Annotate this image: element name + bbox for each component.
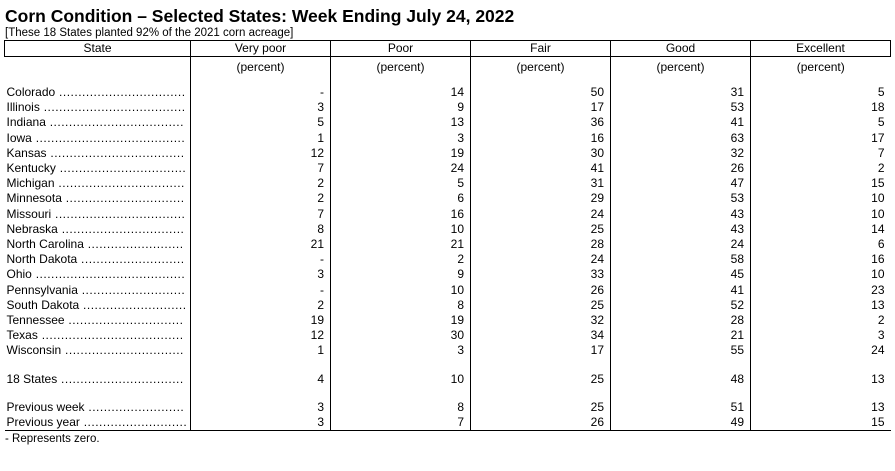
value-cell: 2	[331, 252, 471, 267]
value-cell: 19	[191, 313, 331, 328]
value-cell: 5	[751, 115, 891, 130]
table-row	[5, 207, 891, 222]
units-cell-blank	[5, 57, 191, 80]
table-row	[5, 131, 891, 146]
row-label	[5, 252, 191, 267]
value-cell: 9	[331, 267, 471, 282]
spacer-cell	[611, 359, 751, 372]
value-cell: 13	[331, 115, 471, 130]
value-cell: 23	[751, 283, 891, 298]
value-cell: 34	[471, 328, 611, 343]
row-label	[5, 161, 191, 176]
leader-dots: ...........................	[79, 297, 187, 312]
spacer-cell	[191, 387, 331, 400]
spacer-cell	[751, 387, 891, 400]
leader-dots: ...........................	[79, 415, 188, 430]
value-cell: 41	[611, 283, 751, 298]
row-label	[5, 191, 191, 206]
row-label	[5, 313, 191, 328]
value-cell: 43	[611, 207, 751, 222]
value-cell: 48	[611, 372, 751, 387]
value-cell: 24	[331, 161, 471, 176]
row-label-text: Nebraska	[6, 221, 58, 236]
value-cell: 24	[471, 252, 611, 267]
leader-dots: ...................................	[45, 115, 184, 130]
table-row	[5, 222, 891, 237]
leader-dots: ...................................	[46, 145, 185, 160]
value-cell: 3	[331, 131, 471, 146]
value-cell: 45	[611, 267, 751, 282]
value-cell: 19	[331, 313, 471, 328]
row-label-text: Ohio	[6, 267, 32, 282]
row-label-text: Iowa	[6, 130, 32, 145]
leader-dots: ...........................	[77, 252, 185, 267]
row-label-text: Kentucky	[6, 161, 56, 176]
row-label	[5, 207, 191, 222]
value-cell: 51	[611, 400, 751, 415]
value-cell: 63	[611, 131, 751, 146]
value-cell: 13	[751, 298, 891, 313]
value-cell: 7	[751, 146, 891, 161]
value-cell: 21	[611, 328, 751, 343]
value-cell: 28	[471, 237, 611, 252]
value-cell: 16	[331, 207, 471, 222]
value-cell: 26	[471, 415, 611, 431]
value-cell: 26	[471, 283, 611, 298]
row-label-text: South Dakota	[6, 297, 80, 312]
spacer-cell	[471, 387, 611, 400]
leader-dots: .......................................	[31, 267, 186, 282]
row-label	[5, 298, 191, 313]
spacer-row	[5, 387, 891, 400]
table-row	[5, 252, 891, 267]
spacer-cell	[751, 359, 891, 372]
row-label-text: Michigan	[6, 176, 55, 191]
spacer-cell	[471, 359, 611, 372]
row-label	[5, 146, 191, 161]
table-row	[5, 298, 891, 313]
report-page	[4, 6, 890, 445]
value-cell: 36	[471, 115, 611, 130]
leader-dots: .................................	[55, 85, 186, 99]
row-label-text: Indiana	[6, 115, 46, 130]
row-label	[5, 131, 191, 146]
value-cell: 7	[331, 415, 471, 431]
leader-dots: .....................................	[37, 328, 184, 343]
row-label-text: North Carolina	[6, 237, 84, 252]
table-row	[5, 313, 891, 328]
value-cell: -	[191, 85, 331, 100]
units-cell: (percent)	[751, 57, 891, 80]
value-cell: 43	[611, 222, 751, 237]
header-row	[5, 41, 891, 57]
leader-dots: .......................................	[31, 130, 186, 145]
row-label	[5, 237, 191, 252]
value-cell: 55	[611, 343, 751, 358]
row-label-text: 18 States	[6, 371, 58, 386]
table-row	[5, 100, 891, 115]
value-cell: 58	[611, 252, 751, 267]
table-row	[5, 161, 891, 176]
value-cell: 17	[751, 131, 891, 146]
column-header-state: State	[5, 41, 191, 57]
row-label	[5, 85, 191, 100]
value-cell: 53	[611, 100, 751, 115]
value-cell: -	[191, 283, 331, 298]
value-cell: 24	[751, 343, 891, 358]
value-cell: 25	[471, 298, 611, 313]
value-cell: 8	[331, 298, 471, 313]
table-body	[5, 57, 891, 431]
column-header-poor: Poor	[331, 41, 471, 57]
value-cell: 21	[191, 237, 331, 252]
value-cell: 2	[751, 161, 891, 176]
row-label	[5, 415, 191, 431]
table-row	[5, 146, 891, 161]
value-cell: 47	[611, 176, 751, 191]
value-cell: 9	[331, 100, 471, 115]
value-cell: 26	[611, 161, 751, 176]
column-header-very-poor: Very poor	[191, 41, 331, 57]
leader-dots: ..............................	[64, 313, 184, 328]
value-cell: 15	[751, 415, 891, 431]
value-cell: 18	[751, 100, 891, 115]
value-cell: 10	[331, 372, 471, 387]
spacer-cell	[5, 387, 191, 400]
value-cell: 29	[471, 191, 611, 206]
leader-dots: .........................	[84, 399, 185, 414]
value-cell: 7	[191, 207, 331, 222]
value-cell: 17	[471, 343, 611, 358]
value-cell: 5	[191, 115, 331, 130]
value-cell: 14	[751, 222, 891, 237]
value-cell: 2	[191, 298, 331, 313]
row-label	[5, 343, 191, 358]
value-cell: 1	[191, 343, 331, 358]
value-cell: 30	[471, 146, 611, 161]
value-cell: 10	[331, 283, 471, 298]
value-cell: 17	[471, 100, 611, 115]
row-label-text: Tennessee	[6, 313, 65, 328]
value-cell: 13	[751, 400, 891, 415]
spacer-cell	[5, 359, 191, 372]
leader-dots: ..................................	[51, 206, 186, 221]
row-label	[5, 372, 191, 387]
value-cell: 30	[331, 328, 471, 343]
value-cell: 52	[611, 298, 751, 313]
row-label-text: Wisconsin	[6, 343, 62, 358]
units-cell: (percent)	[471, 57, 611, 80]
value-cell: 5	[331, 176, 471, 191]
value-cell: 32	[471, 313, 611, 328]
value-cell: 53	[611, 191, 751, 206]
value-cell: 6	[331, 191, 471, 206]
table-row	[5, 115, 891, 130]
table-row	[5, 237, 891, 252]
value-cell: 41	[471, 161, 611, 176]
spacer-cell	[331, 387, 471, 400]
units-cell: (percent)	[611, 57, 751, 80]
value-cell: 24	[471, 207, 611, 222]
value-cell: 8	[331, 400, 471, 415]
value-cell: 3	[191, 100, 331, 115]
table-row	[5, 191, 891, 206]
leader-dots: ...............................	[61, 191, 185, 206]
value-cell: 3	[331, 343, 471, 358]
row-label-text: Missouri	[6, 206, 52, 221]
column-header-fair: Fair	[471, 41, 611, 57]
value-cell: 24	[611, 237, 751, 252]
value-cell: 32	[611, 146, 751, 161]
value-cell: 21	[331, 237, 471, 252]
row-label	[5, 222, 191, 237]
row-label-text: Previous year	[6, 415, 80, 430]
value-cell: 12	[191, 146, 331, 161]
value-cell: 16	[751, 252, 891, 267]
footnote: - Represents zero.	[5, 433, 100, 446]
report-title: Corn Condition – Selected States: Week Ending July 24, 2022	[5, 6, 515, 26]
value-cell: 3	[751, 328, 891, 343]
value-cell: 3	[191, 267, 331, 282]
value-cell: 25	[471, 222, 611, 237]
table-row	[5, 85, 891, 100]
spacer-cell	[191, 359, 331, 372]
value-cell: -	[191, 252, 331, 267]
units-cell: (percent)	[191, 57, 331, 80]
value-cell: 2	[191, 176, 331, 191]
value-cell: 15	[751, 176, 891, 191]
value-cell: 3	[191, 415, 331, 431]
value-cell: 6	[751, 237, 891, 252]
value-cell: 10	[331, 222, 471, 237]
row-label-text: Kansas	[6, 145, 47, 160]
row-label-text: Previous week	[6, 399, 85, 414]
value-cell: 14	[331, 85, 471, 100]
value-cell: 10	[751, 207, 891, 222]
value-cell: 5	[751, 85, 891, 100]
value-cell: 31	[471, 176, 611, 191]
leader-dots: .....................................	[39, 100, 186, 115]
value-cell: 2	[191, 191, 331, 206]
value-cell: 19	[331, 146, 471, 161]
value-cell: 50	[471, 85, 611, 100]
leader-dots: .........................	[83, 237, 184, 252]
value-cell: 41	[611, 115, 751, 130]
leader-dots: .................................	[54, 176, 185, 191]
value-cell: 12	[191, 328, 331, 343]
table-row	[5, 400, 891, 415]
units-row	[5, 57, 891, 80]
condition-table	[4, 40, 891, 431]
table-row	[5, 283, 891, 298]
row-label	[5, 283, 191, 298]
row-label-text: North Dakota	[6, 252, 78, 267]
row-label-text: Pennsylvania	[6, 282, 78, 297]
value-cell: 8	[191, 222, 331, 237]
leader-dots: ...........................	[77, 282, 186, 297]
row-label-text: Minnesota	[6, 191, 62, 206]
row-label-text: Illinois	[6, 100, 40, 115]
row-label	[5, 267, 191, 282]
spacer-cell	[611, 387, 751, 400]
table-row	[5, 372, 891, 387]
spacer-cell	[331, 359, 471, 372]
value-cell: 49	[611, 415, 751, 431]
row-label-text: Colorado	[6, 85, 56, 99]
row-label	[5, 328, 191, 343]
units-cell: (percent)	[331, 57, 471, 80]
table-row	[5, 267, 891, 282]
table-row	[5, 415, 891, 431]
column-header-excellent: Excellent	[751, 41, 891, 57]
row-label-text: Texas	[6, 328, 38, 343]
table-row	[5, 343, 891, 358]
value-cell: 31	[611, 85, 751, 100]
leader-dots: .................................	[55, 161, 187, 176]
value-cell: 33	[471, 267, 611, 282]
leader-dots: ................................	[57, 371, 184, 386]
table-row	[5, 176, 891, 191]
spacer-row	[5, 359, 891, 372]
value-cell: 10	[751, 267, 891, 282]
row-label	[5, 176, 191, 191]
report-subtitle: [These 18 States planted 92% of the 2021 corn acreage]	[5, 27, 294, 39]
value-cell: 10	[751, 191, 891, 206]
leader-dots: ...............................	[61, 343, 184, 358]
value-cell: 7	[191, 161, 331, 176]
column-header-good: Good	[611, 41, 751, 57]
row-label	[5, 100, 191, 115]
value-cell: 16	[471, 131, 611, 146]
value-cell: 4	[191, 372, 331, 387]
value-cell: 1	[191, 131, 331, 146]
value-cell: 3	[191, 400, 331, 415]
value-cell: 28	[611, 313, 751, 328]
value-cell: 13	[751, 372, 891, 387]
table-row	[5, 328, 891, 343]
row-label	[5, 400, 191, 415]
value-cell: 25	[471, 400, 611, 415]
value-cell: 25	[471, 372, 611, 387]
row-label	[5, 115, 191, 130]
value-cell: 2	[751, 313, 891, 328]
leader-dots: ................................	[57, 221, 185, 236]
